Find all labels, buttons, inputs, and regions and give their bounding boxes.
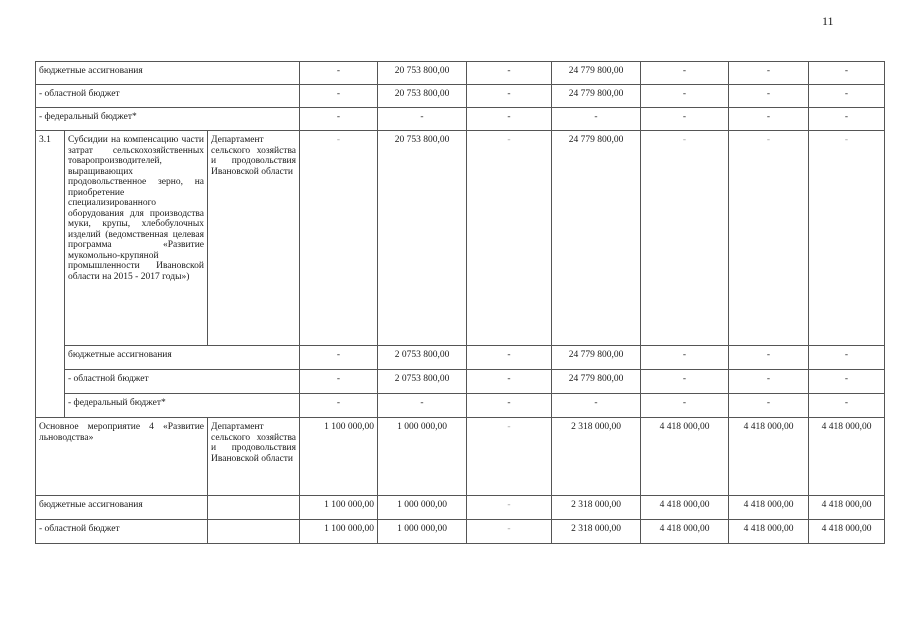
table-row bbox=[36, 108, 885, 131]
cell-value: - bbox=[729, 85, 809, 108]
cell-value: - bbox=[641, 394, 729, 418]
cell-value: - bbox=[641, 108, 729, 131]
row-label: бюджетные ассигнования bbox=[65, 346, 300, 370]
cell-value: - bbox=[729, 62, 809, 85]
row-label: - областной бюджет bbox=[36, 85, 300, 108]
cell-value: 2 318 000,00 bbox=[552, 496, 641, 520]
table-row bbox=[36, 418, 885, 496]
cell-value: 4 418 000,00 bbox=[729, 418, 809, 496]
row-label: бюджетные ассигнования bbox=[36, 496, 208, 520]
item-name: Субсидии на компенсацию части затрат сельскохозяйственных товаропроизводителей, выращивающих продовольственное зерно, на приобретение специализированного оборудования для производства муки, крупы, хлебобулочных изделий (ведомственная целевая программа «Развитие мукомольно-крупяной промышленности Ивановской области на 2015 - 2017 годы») bbox=[65, 131, 208, 346]
cell-value: - bbox=[809, 108, 885, 131]
cell-value: 4 418 000,00 bbox=[729, 520, 809, 544]
cell-value: - bbox=[641, 346, 729, 370]
cell-value: - bbox=[809, 131, 885, 346]
cell-value: - bbox=[300, 85, 378, 108]
cell-value: - bbox=[729, 108, 809, 131]
cell-value: 1 100 000,00 bbox=[300, 520, 378, 544]
page-number: 11 bbox=[822, 14, 834, 28]
cell-value: - bbox=[467, 394, 552, 418]
cell-value: - bbox=[467, 370, 552, 394]
cell-value: 24 779 800,00 bbox=[552, 346, 641, 370]
cell-value: - bbox=[729, 394, 809, 418]
row-label: бюджетные ассигнования bbox=[36, 62, 300, 85]
empty-cell bbox=[208, 496, 300, 520]
cell-value: - bbox=[552, 108, 641, 131]
cell-value: - bbox=[467, 131, 552, 346]
cell-value: - bbox=[641, 85, 729, 108]
budget-table bbox=[35, 61, 885, 544]
cell-value: - bbox=[467, 85, 552, 108]
executor: Департамент сельского хозяйства и продовольствия Ивановской области bbox=[208, 418, 300, 496]
cell-value: - bbox=[809, 370, 885, 394]
row-label: - федеральный бюджет* bbox=[65, 394, 300, 418]
cell-value: - bbox=[729, 370, 809, 394]
cell-value: - bbox=[300, 131, 378, 346]
cell-value: 24 779 800,00 bbox=[552, 370, 641, 394]
row-label: - областной бюджет bbox=[65, 370, 300, 394]
cell-value: - bbox=[809, 346, 885, 370]
table-row bbox=[36, 394, 885, 418]
cell-value: - bbox=[300, 370, 378, 394]
cell-value: - bbox=[809, 62, 885, 85]
row-label: - областной бюджет bbox=[36, 520, 208, 544]
table-row bbox=[36, 131, 885, 346]
cell-value: - bbox=[467, 520, 552, 544]
cell-value: 4 418 000,00 bbox=[641, 496, 729, 520]
cell-value: 1 000 000,00 bbox=[378, 496, 467, 520]
table-row bbox=[36, 62, 885, 85]
table-row bbox=[36, 520, 885, 544]
cell-value: 2 318 000,00 bbox=[552, 418, 641, 496]
cell-value: 4 418 000,00 bbox=[809, 520, 885, 544]
cell-value: 1 000 000,00 bbox=[378, 418, 467, 496]
cell-value: - bbox=[467, 108, 552, 131]
cell-value: 2 318 000,00 bbox=[552, 520, 641, 544]
cell-value: - bbox=[300, 62, 378, 85]
table-row bbox=[36, 370, 885, 394]
cell-value: 2 0753 800,00 bbox=[378, 346, 467, 370]
cell-value: 4 418 000,00 bbox=[809, 496, 885, 520]
cell-value: - bbox=[809, 394, 885, 418]
empty-cell bbox=[208, 520, 300, 544]
table-row bbox=[36, 346, 885, 370]
cell-value: - bbox=[300, 346, 378, 370]
cell-value: 4 418 000,00 bbox=[809, 418, 885, 496]
cell-value: 4 418 000,00 bbox=[641, 418, 729, 496]
cell-value: - bbox=[467, 62, 552, 85]
cell-value: 1 100 000,00 bbox=[300, 496, 378, 520]
cell-value: - bbox=[552, 394, 641, 418]
cell-value: 1 000 000,00 bbox=[378, 520, 467, 544]
cell-value: - bbox=[641, 370, 729, 394]
cell-value: - bbox=[467, 346, 552, 370]
cell-value: - bbox=[641, 62, 729, 85]
cell-value: 24 779 800,00 bbox=[552, 62, 641, 85]
main-event-name: Основное мероприятие 4 «Развитие льноводства» bbox=[36, 418, 208, 496]
cell-value: 20 753 800,00 bbox=[378, 62, 467, 85]
cell-value: - bbox=[300, 394, 378, 418]
cell-value: 20 753 800,00 bbox=[378, 85, 467, 108]
item-number: 3.1 bbox=[36, 131, 65, 418]
cell-value: 4 418 000,00 bbox=[729, 496, 809, 520]
table-row bbox=[36, 85, 885, 108]
executor: Департамент сельского хозяйства и продовольствия Ивановской области bbox=[208, 131, 300, 346]
cell-value: 4 418 000,00 bbox=[641, 520, 729, 544]
cell-value: - bbox=[729, 346, 809, 370]
table-row bbox=[36, 496, 885, 520]
cell-value: - bbox=[378, 108, 467, 131]
cell-value: - bbox=[467, 418, 552, 496]
cell-value: 1 100 000,00 bbox=[300, 418, 378, 496]
cell-value: 20 753 800,00 bbox=[378, 131, 467, 346]
cell-value: - bbox=[467, 496, 552, 520]
cell-value: 24 779 800,00 bbox=[552, 85, 641, 108]
cell-value: - bbox=[378, 394, 467, 418]
cell-value: - bbox=[729, 131, 809, 346]
cell-value: - bbox=[809, 85, 885, 108]
row-label: - федеральный бюджет* bbox=[36, 108, 300, 131]
cell-value: 24 779 800,00 bbox=[552, 131, 641, 346]
cell-value: 2 0753 800,00 bbox=[378, 370, 467, 394]
cell-value: - bbox=[300, 108, 378, 131]
cell-value: - bbox=[641, 131, 729, 346]
